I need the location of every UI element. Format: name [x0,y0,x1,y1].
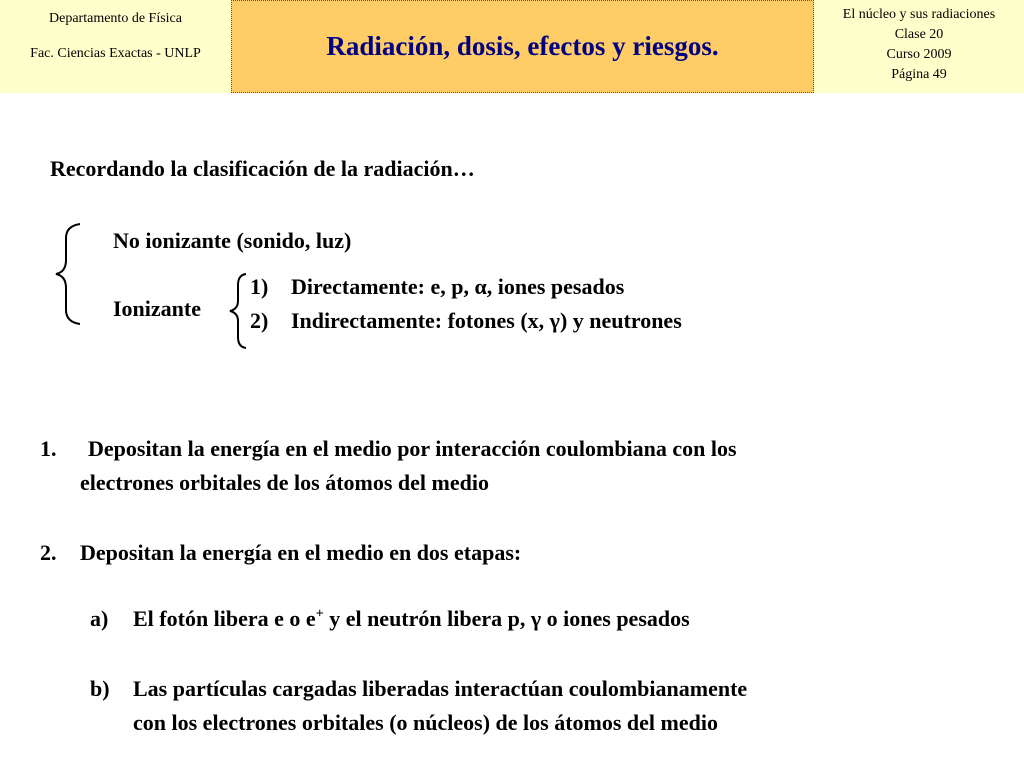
sub-item-2-number: 2) [250,308,269,333]
sub-item-a-text [133,606,690,632]
header-left [0,0,231,93]
class-label: Clase 20 [894,27,944,42]
sub-item-1-text: Directamente: e, p, α, iones pesados [291,274,625,299]
department-label: Departamento de Física [49,11,182,26]
list-item-2-number: 2. [40,540,57,565]
non-ionizing-label: No ionizante (sonido, luz) [113,228,352,253]
course-topic-label: El núcleo y sus radiaciones [842,7,996,22]
sub-item-b-label: b) [90,676,110,701]
list-item-2-text: Depositan la energía en el medio en dos etapas: [80,540,522,565]
sub-item-b-line2: con los electrones orbitales (o núcleos) de los átomos del medio [133,710,718,735]
sub-item-a-before: El fotón libera e o e [133,606,316,631]
classification-heading: Recordando la clasificación de la radiación… [50,156,475,181]
sub-item-b-line1: Las partículas cargadas liberadas interactúan coulombianamente [133,676,748,701]
list-item-1-line1: Depositan la energía en el medio por interacción coulombiana con los [88,436,737,461]
positron-superscript: + [315,606,324,622]
list-item-1-line2: electrones orbitales de los átomos del medio [80,470,489,495]
page-title: Radiación, dosis, efectos y riesgos. [326,31,719,61]
sub-item-2-text: Indirectamente: fotones (x, γ) y neutrones [291,308,682,333]
sub-item-1-number: 1) [250,274,269,299]
big-brace-icon [52,220,92,328]
sub-item-a-label: a) [90,606,109,631]
page-number-label: Página 49 [891,67,947,82]
list-item-1-number: 1. [40,436,57,461]
header-right [814,0,1024,93]
small-brace-icon [226,271,252,351]
ionizing-label: Ionizante [113,296,201,321]
course-year-label: Curso 2009 [886,47,952,62]
header-title-box [231,0,814,93]
sub-item-a-after: y el neutrón libera p, γ o iones pesados [323,606,690,631]
faculty-label: Fac. Ciencias Exactas - UNLP [30,46,201,61]
